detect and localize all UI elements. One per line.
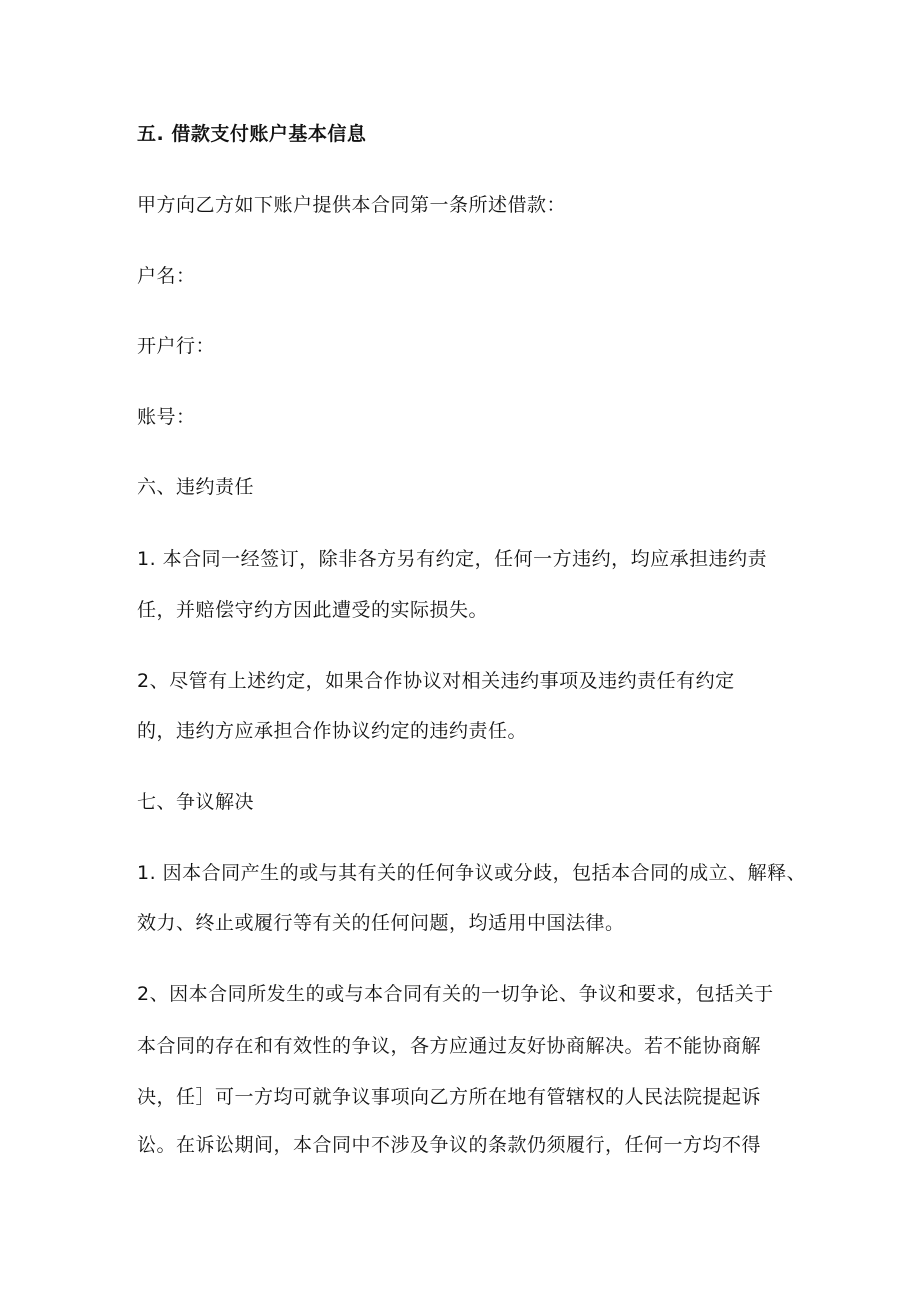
account-number-label: 账号： xyxy=(137,406,196,428)
section7-heading: 七、争议解决 xyxy=(137,791,255,813)
section7-clause2-line2: 本合同的存在和有效性的争议，各方应通过友好协商解决。若不能协商解 xyxy=(137,1035,762,1057)
section6-clause2-line1: 2、尽管有上述约定，如果合作协议对相关违约事项及违约责任有约定 xyxy=(137,670,735,692)
account-name-label: 户名： xyxy=(137,265,196,287)
section7-clause1-line1: 1. 因本合同产生的或与其有关的任何争议或分歧，包括本合同的成立、解释、 xyxy=(137,862,807,884)
bank-label: 开户行： xyxy=(137,335,216,357)
section5-intro: 甲方向乙方如下账户提供本合同第一条所述借款： xyxy=(137,194,567,216)
section7-clause2-line1: 2、因本合同所发生的或与本合同有关的一切争论、争议和要求，包括关于 xyxy=(137,983,774,1005)
section7-clause2-line3: 决，任］可一方均可就争议事项向乙方所在地有管辖权的人民法院提起诉 xyxy=(137,1086,762,1108)
section5-heading: 五. 借款支付账户基本信息 xyxy=(137,123,367,145)
section7-clause1-line2: 效力、终止或履行等有关的任何问题，均适用中国法律。 xyxy=(137,912,625,934)
section6-clause1-line2: 任，并赔偿守约方因此遭受的实际损失。 xyxy=(137,599,489,621)
section6-clause2-line2: 的，违约方应承担合作协议约定的违约责任。 xyxy=(137,720,528,742)
section7-clause2-line4: 讼。在诉讼期间，本合同中不涉及争议的条款仍须履行，任何一方均不得 xyxy=(137,1134,762,1156)
section6-heading: 六、违约责任 xyxy=(137,476,255,498)
section6-clause1-line1: 1. 本合同一经签订，除非各方另有约定，任何一方违约，均应承担违约责 xyxy=(137,548,768,570)
